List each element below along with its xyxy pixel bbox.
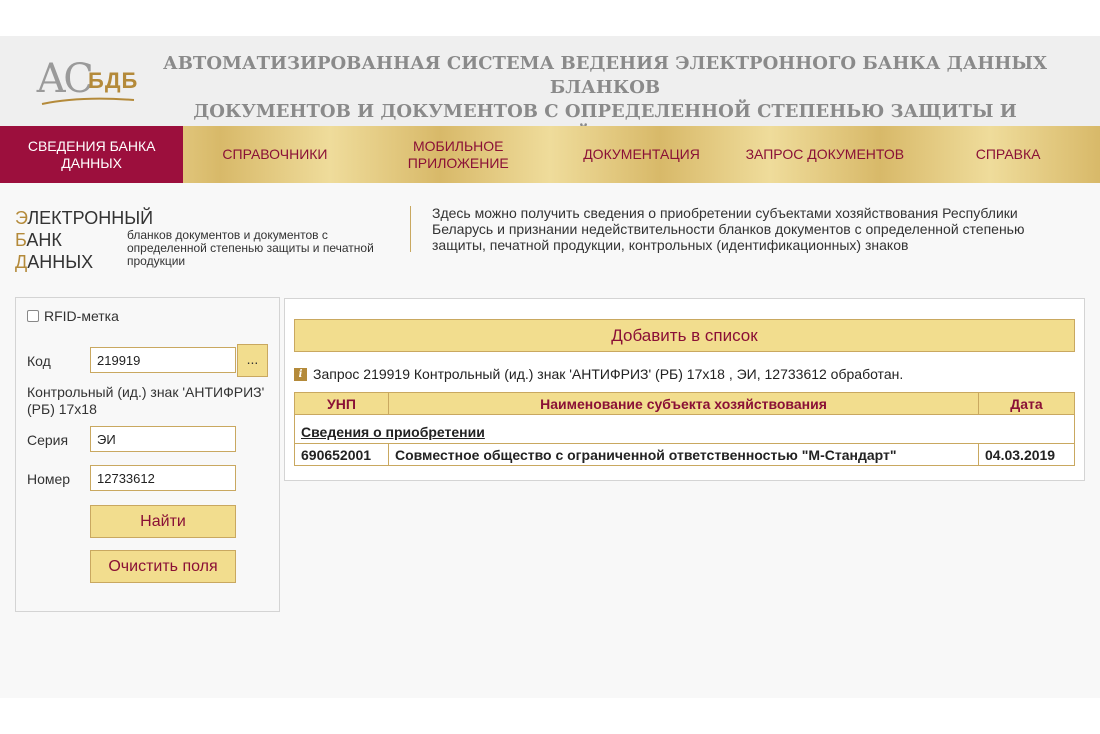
nav-item-mobile-app[interactable] [367, 126, 550, 183]
site-header [0, 36, 1100, 126]
series-label: Серия [27, 432, 69, 448]
nav-label: СВЕДЕНИЯ БАНКА [27, 137, 156, 154]
intro-heading [15, 206, 405, 276]
logo-bdb-text: БДБ [88, 68, 139, 93]
nav-label: ДАННЫХ [61, 154, 123, 171]
nav-item-document-request[interactable] [733, 126, 916, 183]
nav-item-bank-data[interactable] [0, 126, 183, 183]
site-title-line1: АВТОМАТИЗИРОВАННАЯ СИСТЕМА ВЕДЕНИЯ ЭЛЕКТРОННОГО БАНКА ДАННЫХ БЛАНКОВ [163, 53, 1047, 98]
nav-label: ДОКУМЕНТАЦИЯ [583, 146, 700, 162]
nav-label: МОБИЛЬНОЕ [412, 137, 504, 154]
table-row[interactable] [295, 444, 1075, 466]
cell-unp: 690652001 [295, 444, 389, 466]
rfid-checkbox[interactable] [27, 310, 39, 322]
nav-item-documentation[interactable] [550, 126, 733, 183]
number-label: Номер [27, 471, 71, 487]
nav-label: СПРАВОЧНИКИ [222, 146, 328, 162]
cell-date: 04.03.2019 [979, 444, 1075, 466]
intro-word-data: ДАННЫХ [15, 252, 94, 272]
result-message [294, 366, 903, 382]
find-button[interactable]: Найти [90, 505, 236, 538]
nav-label: ПРИЛОЖЕНИЕ [407, 154, 509, 171]
result-message-text: Запрос 219919 Контрольный (ид.) знак 'АНТИФРИЗ' (РБ) 17х18 , ЭИ, 12733612 обработан. [313, 366, 904, 382]
results-panel [284, 298, 1085, 481]
intro-divider [410, 206, 411, 252]
intro-word-electronic: ЭЛЕКТРОННЫЙ [15, 208, 154, 228]
nav-item-directories[interactable] [183, 126, 366, 183]
number-input[interactable]: 12733612 [90, 465, 236, 491]
section-acquisition-info[interactable] [295, 415, 1075, 444]
search-panel [15, 297, 280, 612]
page [0, 36, 1100, 698]
intro-text: Здесь можно получить сведения о приобретении субъектами хозяйствования Республики Беларусь и признании недействительности бланков документов с определенной степенью защиты, печатной продукции, контрольных (идентификационных) знаков [432, 205, 1025, 253]
main-nav [0, 126, 1100, 183]
nav-label: ЗАПРОС ДОКУМЕНТОВ [745, 146, 905, 162]
site-title-line2: ДОКУМЕНТОВ И ДОКУМЕНТОВ С ОПРЕДЕЛЕННОЙ СТЕПЕНЬЮ ЗАЩИТЫ И [193, 101, 1017, 122]
logo[interactable] [36, 54, 139, 112]
results-table [294, 392, 1075, 466]
column-header-name: Наименование субъекта хозяйствования [388, 393, 978, 415]
code-lookup-button[interactable]: ... [237, 344, 268, 377]
logo-ac-text: АС [36, 56, 91, 102]
section-title: Сведения о приобретении [301, 424, 485, 440]
info-icon: i [294, 368, 307, 381]
intro-word-bank: БАНК [15, 230, 62, 250]
cell-name: Совместное общество с ограниченной ответственностью "М-Стандарт" [388, 444, 978, 466]
code-input[interactable]: 219919 [90, 347, 236, 373]
nav-label: СПРАВКА [975, 146, 1041, 162]
intro-description: бланков документов и документов с определенной степенью защиты и печатной продукции [127, 228, 374, 268]
add-to-list-button[interactable]: Добавить в список [294, 319, 1075, 352]
code-label: Код [27, 353, 51, 369]
clear-fields-button[interactable]: Очистить поля [90, 550, 236, 583]
series-input[interactable]: ЭИ [90, 426, 236, 452]
rfid-label: RFID-метка [44, 308, 119, 324]
code-description: Контрольный (ид.) знак 'АНТИФРИЗ' (РБ) 17х18 [27, 384, 265, 417]
column-header-unp: УНП [295, 393, 389, 415]
rfid-checkbox-label[interactable] [27, 308, 119, 324]
logo-swoosh-icon [40, 94, 136, 108]
column-header-date: Дата [979, 393, 1075, 415]
nav-item-help[interactable] [916, 126, 1099, 183]
